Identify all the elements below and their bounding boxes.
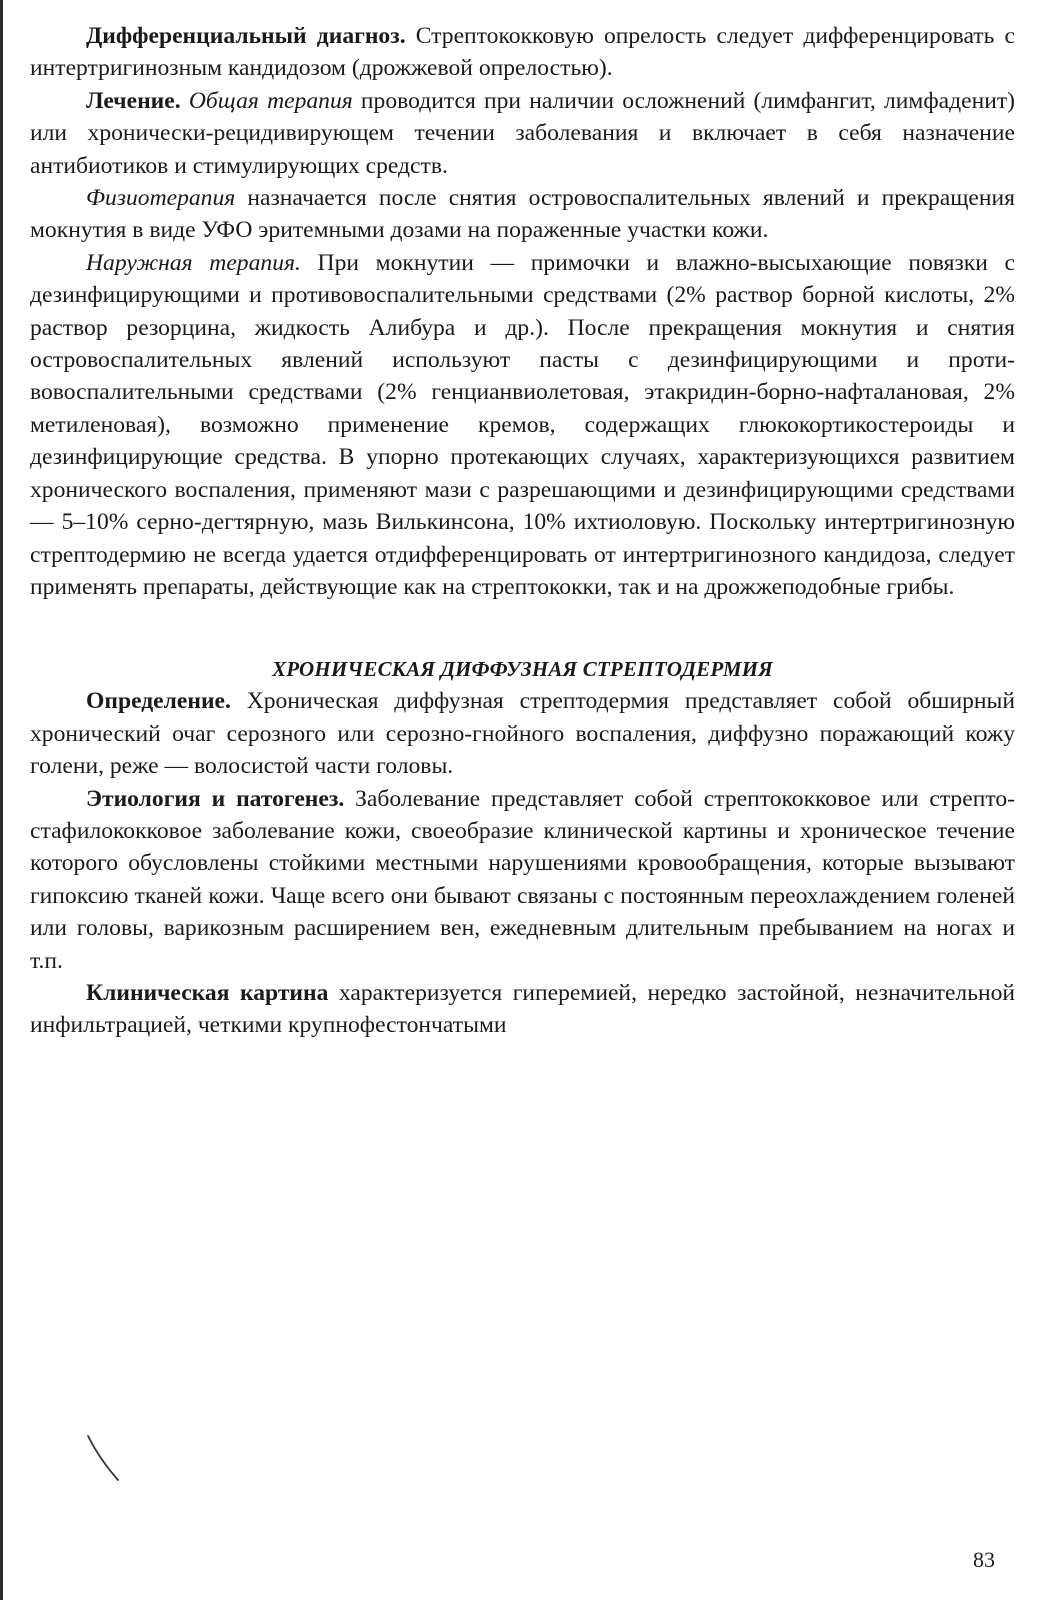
page-number: 83: [973, 1547, 995, 1572]
paragraph-clinical: [30, 977, 1015, 1042]
paragraph-physio-run: назначается после снятия островоспалительных явлений и прекращения мокнутия в виде УФО эритемными дозами на пораженные участки кожи.: [30, 185, 1015, 244]
pencil-mark-icon: [86, 1434, 126, 1484]
paragraph-physio-run: Физиотерапия: [86, 185, 236, 212]
paragraph-diff-diagnosis: [30, 20, 1015, 85]
paragraph-definition-run: Хроническая диффузная стрептодермия представляет собой обширный хронический очаг серозного или серозно-гнойного воспаления, диффузно поражающий кожу голени, реже — волосистой части головы.: [30, 688, 1015, 780]
paragraph-treatment: [30, 85, 1015, 182]
paragraph-etiology-run: Этиология и патогенез.: [86, 785, 345, 812]
section-heading: ХРОНИЧЕСКАЯ ДИФФУЗНАЯ СТРЕПТОДЕРМИЯ: [272, 657, 773, 682]
paragraph-diff-diagnosis-run: Стрептококковую опрелость следует дифференцировать с интертригинозным кандидозом (дрожжевой опрелостью).: [30, 23, 1015, 82]
page-left-edge: [0, 0, 3, 1600]
section-paragraphs: [30, 685, 1015, 1041]
paragraph-definition-run: Определение.: [86, 688, 231, 715]
paragraph-etiology: [30, 783, 1015, 977]
paragraph-treatment-run: [181, 88, 189, 114]
paragraph-treatment-run: проводится при наличии осложнений (лимфангит, лимфаденит) или хронически-рецидивирующем течении заболевания и включает в себя назначение антибиотиков и стимулирующих средств.: [30, 87, 1015, 179]
book-page-body: [30, 20, 1015, 1042]
paragraph-physio: [30, 182, 1015, 247]
paragraph-clinical-run: характеризуется гиперемией, нередко застойной, незначительной инфильтрацией, четкими крупнофестончатыми: [30, 979, 1015, 1039]
paragraph-etiology-run: Заболевание представляет собой стрептококковое или стрепто-стафилококковое заболевание кожи, своеобразие клинической картины и хроническое течение которого обусловлены стойкими местными нарушениями кровообращения, которые вызывают гипоксию тканей кожи. Чаще всего они бывают связаны с постоянным переохлаждением голеней или головы, варикозным расширением вен, ежедневным длительным пребыванием на ногах и т.п.: [30, 785, 1015, 974]
paragraph-clinical-run: Клиническая картина: [86, 979, 329, 1006]
paragraph-treatment-run: Лечение.: [86, 87, 181, 114]
paragraph-external-run: При мокнутии — примочки и влажно-высыхающие повязки с дезинфицирующими и противовоспалительными средствами (2% раствор борной кислоты, 2% раствор резорцина, жидкость Алибура и др.). После прекращения мокнутия и снятия островоспалительных явлений используют пасты с дезинфицирующими и противовоспалительными средствами (2% генцианвиолетовая, этакридин-борно-нафталановая, 2% метиленовая), возможно применение кремов, содержащих глюкокортикостероиды и дезинфицирующие средства. В упорно протекающих случаях, характеризующихся развитием хронического воспаления, применяют мази с разрешающими и дезинфицирующими средствами — 5–10% серно-дегтярную, мазь Вилькинсона, 10% ихтиоловую. Поскольку интертригинозную стрептодермию не всегда удается отдифференцировать от интертригинозного кандидоза, следует применять препараты, действующие как на стрептококки, так и на дрожжеподобные грибы.: [30, 249, 1015, 600]
paragraph-definition: [30, 685, 1015, 782]
paragraph-treatment-run: Общая терапия: [188, 87, 353, 114]
top-paragraphs: [30, 20, 1015, 603]
paragraph-external-run: Наружная терапия.: [86, 249, 301, 276]
paragraph-external: [30, 247, 1015, 603]
paragraph-diff-diagnosis-run: Дифференциальный диагноз.: [86, 23, 406, 49]
